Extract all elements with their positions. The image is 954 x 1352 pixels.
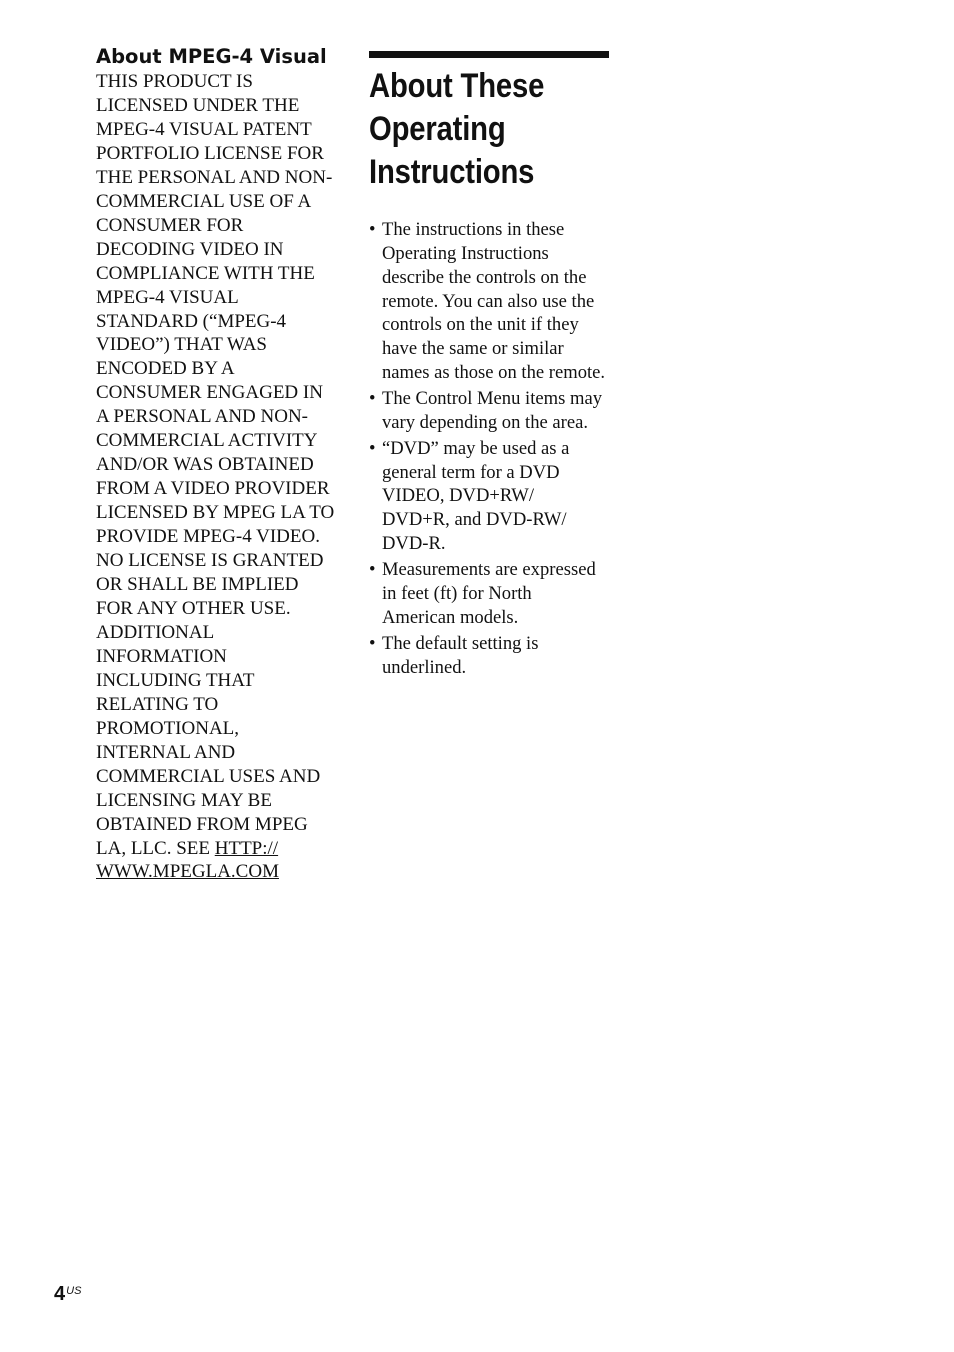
license-line: RELATING TO: [96, 693, 219, 715]
license-line: FROM A VIDEO PROVIDER: [96, 478, 330, 500]
page-title: [369, 65, 575, 194]
list-item-line: in feet (ft) for North: [382, 582, 532, 604]
bullet-icon: •: [369, 219, 376, 240]
title-line: About These: [369, 67, 545, 105]
page-number-value: 4: [54, 1283, 66, 1305]
bullet-icon: •: [369, 559, 376, 581]
license-line: MPEG-4 VISUAL: [96, 286, 239, 308]
bullet-icon: •: [369, 632, 376, 654]
list-item-line: describe the controls on the: [382, 266, 587, 288]
list-item: [369, 558, 609, 630]
license-line: OR SHALL BE IMPLIED: [96, 574, 299, 596]
license-line: INTERNAL AND: [96, 741, 236, 763]
license-line: PROMOTIONAL,: [96, 717, 240, 739]
operating-instructions-section: [369, 51, 609, 682]
license-line: OBTAINED FROM MPEG: [96, 813, 308, 835]
list-item-line: names as those on the remote.: [382, 362, 606, 384]
list-item: [369, 387, 609, 435]
title-line: Instructions: [369, 153, 535, 191]
license-line: COMMERCIAL USE OF A: [96, 190, 312, 212]
license-line: COMPLIANCE WITH THE: [96, 262, 315, 284]
license-line: COMMERCIAL ACTIVITY: [96, 430, 318, 452]
license-line: INFORMATION: [96, 645, 227, 667]
mpeg4-notice-section: [96, 44, 346, 884]
list-item-line: have the same or similar: [382, 338, 564, 360]
license-line: PROVIDE MPEG-4 VIDEO.: [96, 526, 320, 548]
license-line: VIDEO”) THAT WAS: [96, 334, 267, 356]
list-item-line: “DVD” may be used as a: [382, 437, 570, 459]
list-item-line: underlined.: [382, 656, 467, 678]
bullet-icon: •: [369, 437, 376, 459]
list-item: [369, 632, 609, 680]
list-item-line: Operating Instructions: [382, 242, 549, 264]
license-line-with-link: [96, 837, 346, 861]
license-line: CONSUMER FOR: [96, 214, 244, 236]
list-item-line: remote. You can also use the: [382, 290, 595, 312]
license-line: THE PERSONAL AND NON-: [96, 166, 333, 188]
license-line: ADDITIONAL: [96, 621, 215, 643]
license-line: STANDARD (“MPEG-4: [96, 310, 287, 332]
list-item-line: vary depending on the area.: [382, 411, 588, 433]
license-link-line: [96, 860, 346, 884]
list-item-line: VIDEO, DVD+RW/: [382, 485, 534, 507]
license-line: ENCODED BY A: [96, 358, 235, 380]
license-line: CONSUMER ENGAGED IN: [96, 382, 323, 404]
title-rule: [369, 51, 609, 58]
license-line: FOR ANY OTHER USE.: [96, 597, 291, 619]
list-item-line: DVD+R, and DVD-RW/: [382, 509, 567, 531]
license-line: COMMERCIAL USES AND: [96, 765, 321, 787]
license-line: LICENSED UNDER THE: [96, 94, 300, 116]
license-line: THIS PRODUCT IS: [96, 71, 253, 92]
title-line: Operating: [369, 110, 506, 148]
mpegla-link-part1[interactable]: HTTP://: [214, 837, 279, 859]
mpeg4-license-text: [96, 70, 346, 884]
license-line: LICENSED BY MPEG LA TO: [96, 502, 335, 524]
list-item-line: Measurements are expressed: [382, 559, 596, 581]
mpegla-link-part2[interactable]: WWW.MPEGLA.COM: [96, 861, 279, 883]
list-item-line: DVD-R.: [382, 533, 446, 555]
license-line: A PERSONAL AND NON-: [96, 406, 309, 428]
page-number: [54, 1283, 81, 1306]
license-line: DECODING VIDEO IN: [96, 238, 284, 260]
region-code: US: [66, 1285, 82, 1297]
list-item-line: The Control Menu items may: [382, 388, 602, 409]
list-item-line: The instructions in these: [382, 219, 565, 240]
list-item: [369, 218, 609, 385]
list-item-line: general term for a DVD: [382, 461, 560, 483]
license-line: PORTFOLIO LICENSE FOR: [96, 142, 324, 164]
license-line: AND/OR WAS OBTAINED: [96, 454, 314, 476]
license-line: INCLUDING THAT: [96, 669, 255, 691]
license-last-line-prefix: LA, LLC. SEE: [96, 837, 215, 859]
list-item-line: The default setting is: [382, 632, 539, 654]
license-line: MPEG-4 VISUAL PATENT: [96, 118, 312, 140]
list-item: [369, 437, 609, 556]
mpeg4-heading: About MPEG-4 Visual: [96, 45, 327, 68]
list-item-line: American models.: [382, 606, 519, 628]
list-item-line: controls on the unit if they: [382, 314, 579, 336]
license-line: LICENSING MAY BE: [96, 789, 272, 811]
license-line: NO LICENSE IS GRANTED: [96, 550, 324, 572]
bullet-icon: •: [369, 388, 376, 409]
instructions-list: [369, 218, 609, 679]
